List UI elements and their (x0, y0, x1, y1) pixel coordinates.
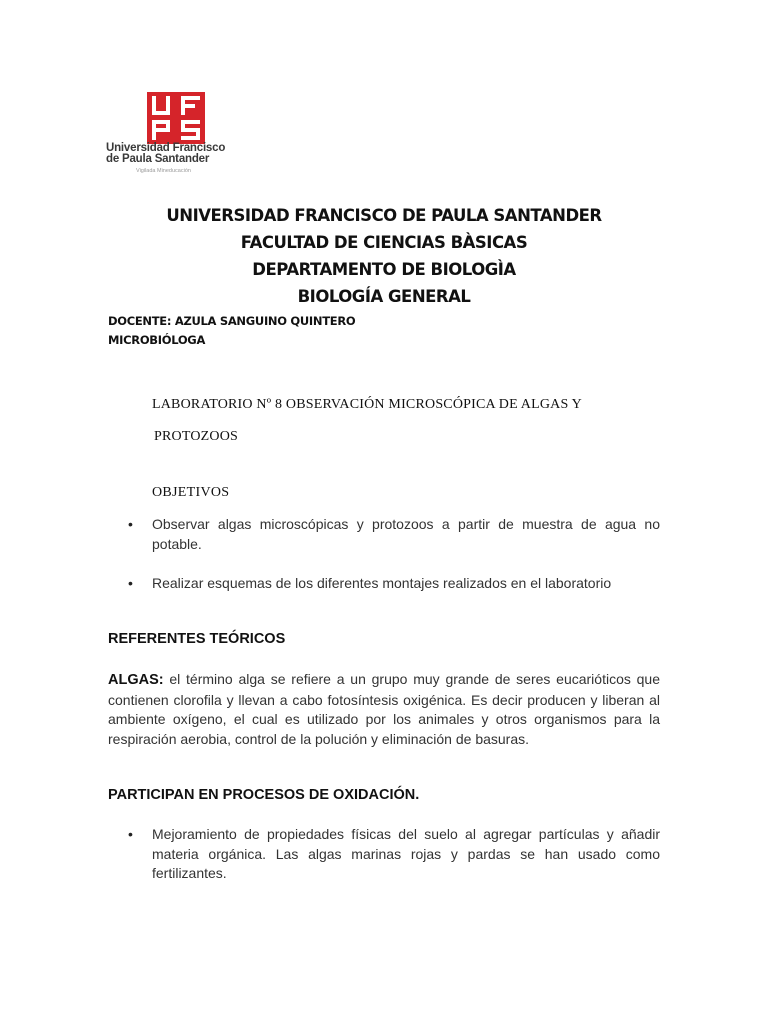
course-heading: BIOLOGÍA GENERAL (297, 287, 471, 306)
objectives-list-2 (128, 574, 660, 594)
oxidation-heading: PARTICIPAN EN PROCESOS DE OXIDACIÓN. (108, 787, 420, 803)
lab-title-line-1: LABORATORIO Nº 8 OBSERVACIÓN MICROSCÓPICA DE ALGAS Y (152, 397, 582, 412)
references-heading: REFERENTES TEÓRICOS (108, 631, 286, 647)
list-item: • Observar algas microscópicas y protozoos a partir de muestra de agua no potable. (128, 515, 660, 554)
lab-title (152, 395, 652, 447)
objectives-heading: OBJETIVOS (152, 485, 230, 500)
teacher-info (108, 312, 355, 350)
list-item: • Mejoramiento de propiedades físicas del suelo al agregar partículas y añadir materia orgánica. Las algas marinas rojas y pardas se han usado como fertilizantes. (128, 825, 660, 884)
algas-paragraph (108, 670, 660, 749)
algas-label: ALGAS: (108, 672, 164, 688)
objectives-list (128, 515, 660, 554)
logo-university-name: Universidad Francisco de Paula Santander (106, 142, 226, 165)
teacher-name: DOCENTE: AZULA SANGUINO QUINTERO (108, 314, 356, 328)
oxidation-list (128, 825, 660, 884)
lab-title-line-2: PROTOZOOS (154, 429, 239, 444)
faculty-heading: FACULTAD DE CIENCIAS BÀSICAS (240, 233, 528, 252)
teacher-title: MICROBIÓLOGA (108, 333, 206, 347)
logo-tagline: Vigilada Mineducación (136, 168, 191, 174)
university-heading: UNIVERSIDAD FRANCISCO DE PAULA SANTANDER (166, 206, 602, 225)
algas-text: el término alga se refiere a un grupo muy grande de seres eucarióticos que contienen clorofila y llevan a cabo fotosíntesis oxigénica. Es decir producen y liberan al ambiente oxígeno, el cual es utilizado por los animales y otros organismos para la respiración aerobia, control de la polución y eliminación de basuras. (108, 671, 660, 747)
department-heading: DEPARTAMENTO DE BIOLOGÌA (252, 260, 516, 279)
list-item: • Realizar esquemas de los diferentes montajes realizados en el laboratorio (128, 574, 660, 594)
university-logo (106, 92, 246, 178)
ufps-logo-mark (147, 92, 205, 144)
document-header (0, 202, 768, 310)
